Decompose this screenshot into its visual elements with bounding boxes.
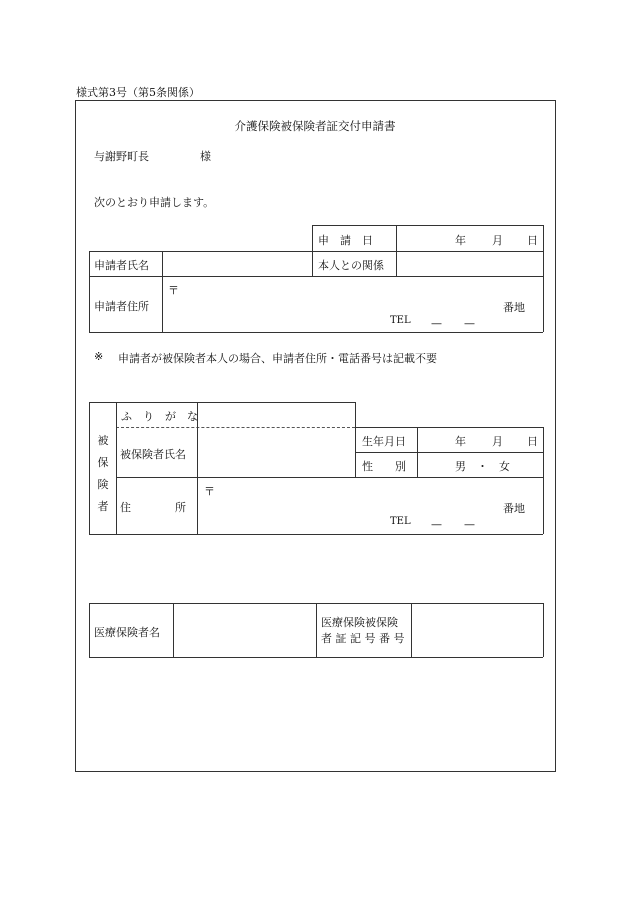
insured-name-label: 被保険者氏名 bbox=[120, 448, 186, 461]
addressee: 与謝野町長 bbox=[94, 150, 149, 163]
note-mark: ※ bbox=[94, 350, 104, 363]
postal-mark: 〒 bbox=[168, 284, 179, 297]
sex-label: 性 別 bbox=[362, 460, 406, 473]
tel-label: TEL bbox=[390, 315, 411, 326]
side-char-1: 被 bbox=[97, 434, 109, 447]
insured-address-label: 住 所 bbox=[120, 501, 186, 514]
applicant-name-field[interactable] bbox=[164, 253, 310, 274]
insured-postal-mark: 〒 bbox=[204, 485, 215, 498]
insured-name-field[interactable] bbox=[199, 429, 353, 475]
addressee-honorific: 様 bbox=[200, 150, 211, 163]
tel-separators: — — bbox=[431, 317, 475, 330]
application-date-label: 申 請 日 bbox=[318, 234, 373, 247]
side-char-4: 者 bbox=[97, 500, 109, 513]
form-title: 介護保険被保険者証交付申請書 bbox=[234, 119, 396, 133]
medical-insurer-label: 医療保険者名 bbox=[94, 626, 160, 639]
sex-options[interactable]: 男 ・ 女 bbox=[455, 460, 510, 473]
date-month-unit: 月 bbox=[492, 234, 503, 247]
applicant-name-label: 申請者氏名 bbox=[94, 259, 149, 272]
insurance-number-label-line1: 医療保険被保険 bbox=[321, 616, 398, 629]
insurance-number-field[interactable] bbox=[413, 605, 541, 655]
birth-day-unit: 日 bbox=[527, 435, 538, 448]
date-day-unit: 日 bbox=[527, 234, 538, 247]
birth-year-unit: 年 bbox=[455, 435, 466, 448]
insured-banchi-label: 番地 bbox=[503, 502, 525, 515]
side-char-3: 険 bbox=[97, 478, 109, 491]
insured-tel-label: TEL bbox=[390, 516, 411, 527]
form-number: 様式第3号（第5条関係） bbox=[76, 86, 200, 99]
side-char-2: 保 bbox=[97, 456, 109, 469]
insurance-number-label-line2: 者 証 記 号 番 号 bbox=[321, 632, 405, 645]
furigana-label: ふ り が な bbox=[121, 410, 198, 423]
medical-insurer-field[interactable] bbox=[175, 605, 314, 655]
insured-tel-separators: — — bbox=[431, 518, 475, 531]
applicant-address-label: 申請者住所 bbox=[94, 300, 149, 313]
note-text: 申請者が被保険者本人の場合、申請者住所・電話番号は記載不要 bbox=[118, 352, 437, 365]
intro-text: 次のとおり申請します。 bbox=[94, 196, 215, 209]
birth-month-unit: 月 bbox=[492, 435, 503, 448]
date-year-unit: 年 bbox=[455, 234, 466, 247]
relation-label: 本人との関係 bbox=[318, 259, 384, 272]
birth-date-label: 生年月日 bbox=[362, 435, 406, 448]
relation-field[interactable] bbox=[398, 253, 541, 274]
furigana-field[interactable] bbox=[199, 404, 353, 425]
banchi-label: 番地 bbox=[503, 301, 525, 314]
